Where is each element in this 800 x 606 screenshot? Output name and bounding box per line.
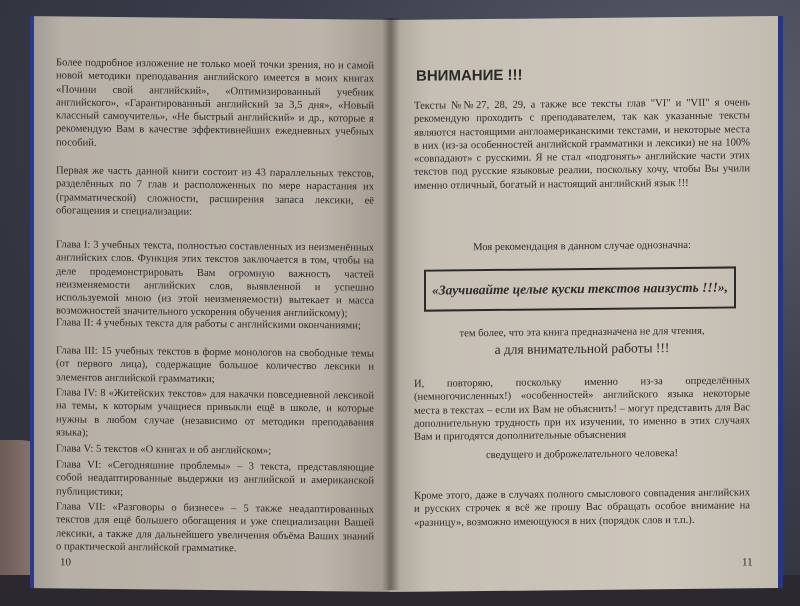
chapter-7-description: Глава VII: «Разговоры о бизнесе» – 5 также неадаптированных текстов для ещё большего обогащения и уже специализации Вашей лексики, а также для дальнейшего увеличения объёма Ваших знаний о практической английской грамматике.: [56, 501, 374, 555]
chapter-2-description: Глава II: 4 учебных текста для работы с английскими окончаниями;: [56, 317, 361, 332]
right-paragraph-purpose: тем более, что эта книга предназначена не для чтения,: [459, 325, 705, 340]
open-book: [30, 18, 778, 590]
left-paragraph-intro: Более подробное изложение не только моей точки зрения, но и самой новой методики преподавания английского имеется в моих книгах «Почини свой английский», «Оптимизированный учебник английского», «Гарантированный английский за 3,5 дня», «Новый классный самоучитель», «Не быстрый английский» и др., которые я рекомендую Вам в качестве эффективнейших ежедневных учебных пособий.: [56, 57, 374, 149]
chapter-3-description: Глава III: 15 учебных текстов в форме монологов на свободные темы (от первого лица), содержащие большое количество лексики и элементов английской грамматики;: [56, 345, 374, 385]
attention-heading: ВНИМАНИЕ !!!: [416, 66, 523, 85]
chapter-6-description: Глава VI: «Сегодняшние проблемы» – 3 текста, представляющие собой неадаптированные выдержки из английской и американской публицистики;: [56, 459, 374, 498]
left-paragraph-structure: Первая же часть данной книги состоит из 43 параллельных текстов, разделённых по 7 глав и расположенных по мере нарастания их (грамматической) сложности, расширения запаса лексики, её обогащения и специализации:: [56, 165, 374, 218]
boxed-memorize-callout: «Заучивайте целые куски текстов наизусть !!!»,: [424, 266, 736, 311]
chapter-4-description: Глава IV: 8 «Житейских текстов» для накачки повседневной лексикой на темы, к которым учащиеся привыкли ещё в школе, и которые нужны в любом случае (независимо от методики преподавания языка);: [56, 387, 374, 439]
chapter-1-description: Глава I: 3 учебных текста, полностью составленных из неизменённых английских слов. Функция этих текстов заключается в том, чтобы на деле продемонстрировать Вам огромную важность частей неизменяемости английских слов, выявленной и успешно используемой мною (из этой неизменяемости) вытекает и масса возможностей значительного ускорения обучения английскому);: [56, 239, 374, 320]
left-page: [30, 16, 394, 592]
right-paragraph-conclusion: Моя рекомендация в данном случае однозначна:: [473, 239, 691, 254]
right-page-number: 11: [742, 556, 753, 569]
right-page: [390, 16, 783, 592]
right-paragraph-besides: Кроме этого, даже в случаях полного смыслового совпадения английских и русских строчек я всё же прошу Вас обращать особое внимание на «разницу», возможно имеющуюся в них (порядок слов и т.п.).: [414, 487, 750, 529]
right-paragraph-helper: сведущего и доброжелательного человека!: [485, 448, 678, 462]
left-page-number: 10: [60, 556, 71, 569]
chapter-5-description: Глава V: 5 текстов «О книгах и об английском»;: [56, 443, 272, 457]
right-paragraph-repeat: И, повторяю, поскольку именно из-за определённых (немногочисленных!) «особенностей» английского языка некоторые места в текстах – если их Вам не объяснить! – могут представить для Вас дополнительную трудность при их изучении, то именно в этих случаях Вам и пригодятся дополнительные объяснения: [414, 375, 750, 443]
book-gutter: [382, 18, 400, 590]
right-paragraph-recommendation: Тексты №№27, 28, 29, а также все тексты глав "VI" и "VII" я очень рекомендую проходить с преподавателем, так как указанные тексты являются настоящими англоамериканскими текстами, и некоторые места в них (из-за особенностей английской грамматики и лексики) не на 100% «совпадают» с русскими. Я не стал «подгонять» английские части этих текстов под русские языковые реалии, поскольку хочу, чтобы Вы учили именно отличный, богатый и настоящий английский язык !!!: [414, 97, 750, 192]
right-paragraph-work: а для внимательной работы !!!: [494, 340, 670, 357]
